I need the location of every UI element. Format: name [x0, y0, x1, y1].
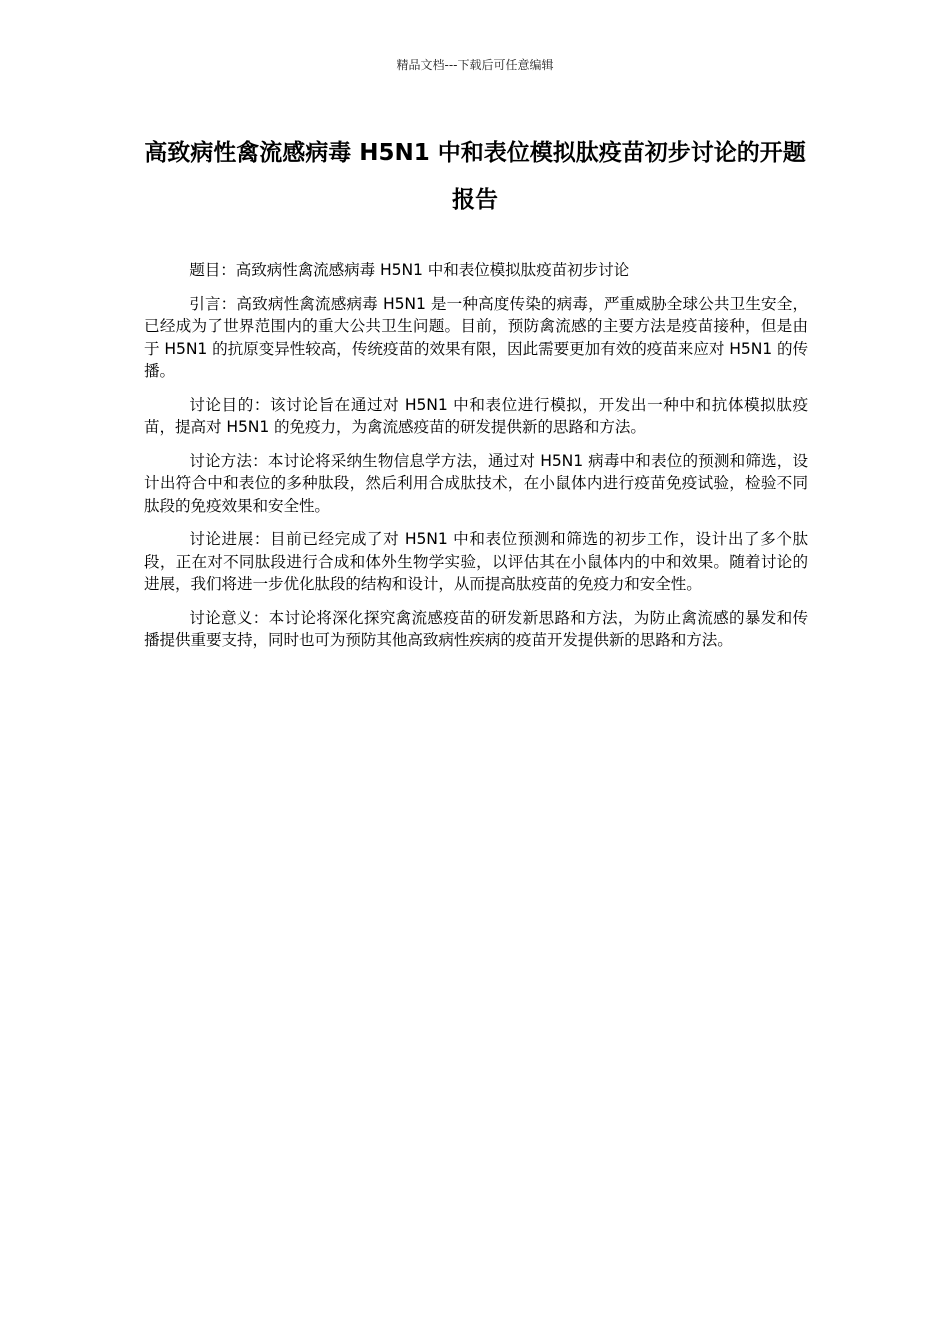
document-body	[144, 259, 808, 663]
document-title: 高致病性禽流感病毒 H5N1 中和表位模拟肽疫苗初步讨论的开题报告	[144, 140, 806, 213]
paragraph-purpose: 讨论目的：该讨论旨在通过对 H5N1 中和表位进行模拟，开发出一种中和抗体模拟肽疫苗，提高对 H5N1 的免疫力，为禽流感疫苗的研发提供新的思路和方法。	[144, 395, 808, 436]
paragraph-introduction: 引言：高致病性禽流感病毒 H5N1 是一种高度传染的病毒，严重威胁全球公共卫生安全，已经成为了世界范围内的重大公共卫生问题。目前，预防禽流感的主要方法是疫苗接种，但是由于 H5N1 的抗原变异性较高，传统疫苗的效果有限，因此需要更加有效的疫苗来应对 H5N1 的传播。	[144, 294, 808, 380]
paragraph-significance: 讨论意义：本讨论将深化探究禽流感疫苗的研发新思路和方法，为防止禽流感的暴发和传播提供重要支持，同时也可为预防其他高致病性疾病的疫苗开发提供新的思路和方法。	[144, 608, 808, 649]
paragraph-methods: 讨论方法：本讨论将采纳生物信息学方法，通过对 H5N1 病毒中和表位的预测和筛选，设计出符合中和表位的多种肽段，然后利用合成肽技术，在小鼠体内进行疫苗免疫试验，检验不同肽段的免疫效果和安全性。	[144, 451, 808, 515]
paragraph-progress: 讨论进展：目前已经完成了对 H5N1 中和表位预测和筛选的初步工作，设计出了多个肽段，正在对不同肽段进行合成和体外生物学实验，以评估其在小鼠体内的中和效果。随着讨论的进展，我们将进一步优化肽段的结构和设计，从而提高肽疫苗的免疫力和安全性。	[144, 530, 808, 593]
header-note: 精品文档---下载后可任意编辑	[396, 58, 554, 72]
paragraph-topic: 题目：高致病性禽流感病毒 H5N1 中和表位模拟肽疫苗初步讨论	[189, 261, 630, 279]
